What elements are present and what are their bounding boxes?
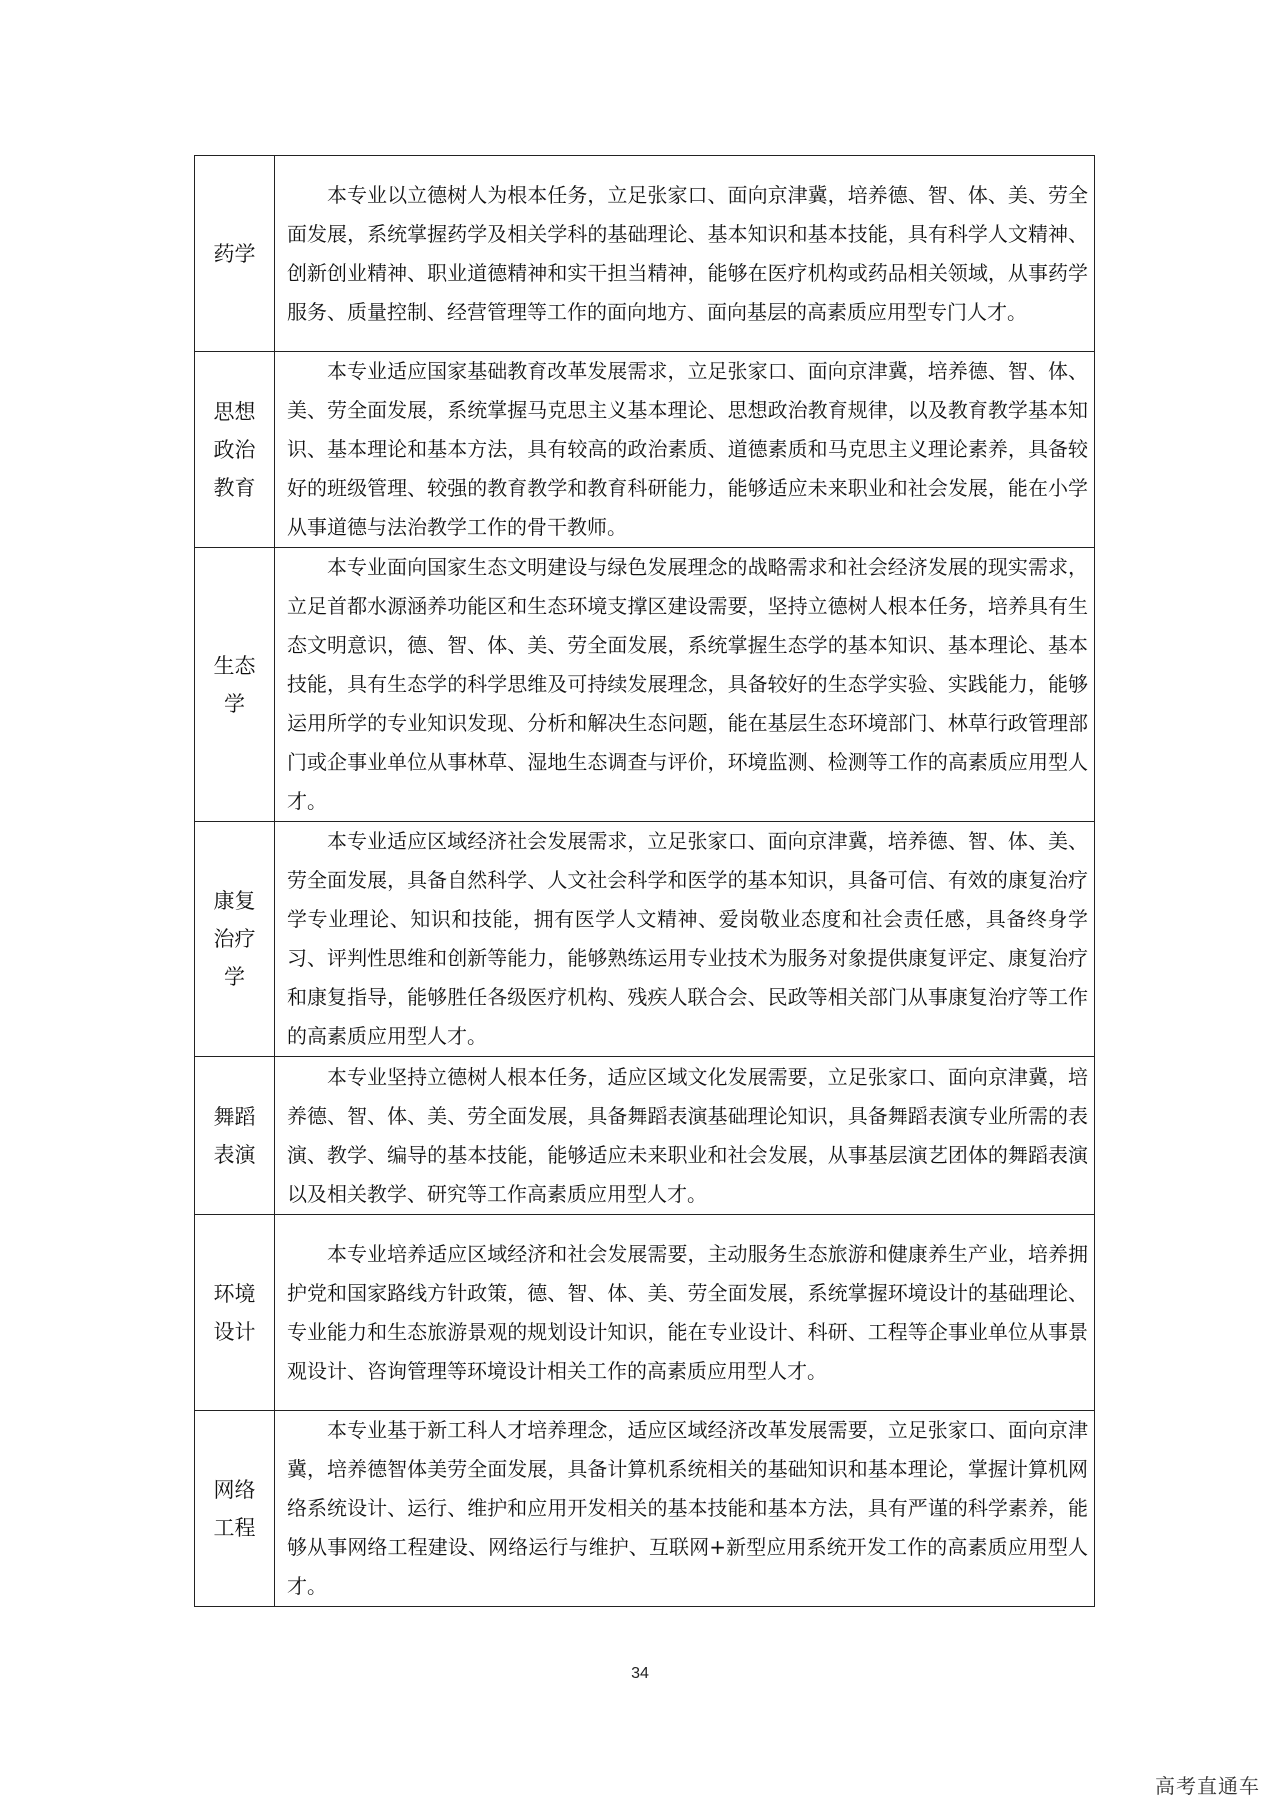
major-name: 康复治疗学 — [213, 889, 256, 989]
major-description: 本专业坚持立德树人根本任务，适应区域文化发展需要，立足张家口、面向京津冀，培养德、智、体、美、劳全面发展，具备舞蹈表演基础理论知识，具备舞蹈表演专业所需的表演、教学、编导的基本技能，能够适应未来职业和社会发展，从事基层演艺团体的舞蹈表演以及相关教学、研究等工作高素质应用型人才。 — [275, 1057, 1095, 1215]
major-name-cell — [195, 1411, 275, 1607]
table-row — [195, 352, 1095, 548]
major-name-cell — [195, 1057, 275, 1215]
major-name-cell — [195, 822, 275, 1057]
major-name-cell — [195, 548, 275, 822]
table-row — [195, 822, 1095, 1057]
major-description: 本专业适应国家基础教育改革发展需求，立足张家口、面向京津冀，培养德、智、体、美、劳全面发展，系统掌握马克思主义基本理论、思想政治教育规律，以及教育教学基本知识、基本理论和基本方法，具有较高的政治素质、道德素质和马克思主义理论素养，具备较好的班级管理、较强的教育教学和教育科研能力，能够适应未来职业和社会发展，能在小学从事道德与法治教学工作的骨干教师。 — [275, 352, 1095, 548]
major-name: 药学 — [213, 241, 256, 266]
major-description: 本专业基于新工科人才培养理念，适应区域经济改革发展需要，立足张家口、面向京津冀，培养德智体美劳全面发展，具备计算机系统相关的基础知识和基本理论，掌握计算机网络系统设计、运行、维护和应用开发相关的基本技能和基本方法，具有严谨的科学素养，能够从事网络工程建设、网络运行与维护、互联网+新型应用系统开发工作的高素质应用型人才。 — [275, 1411, 1095, 1607]
major-name: 环境设计 — [213, 1281, 256, 1344]
major-name: 网络工程 — [213, 1477, 256, 1540]
page-number: 34 — [631, 1665, 649, 1682]
major-name: 舞蹈表演 — [213, 1104, 256, 1167]
majors-table — [194, 155, 1095, 1607]
major-name-cell — [195, 156, 275, 352]
major-description: 本专业以立德树人为根本任务，立足张家口、面向京津冀，培养德、智、体、美、劳全面发展，系统掌握药学及相关学科的基础理论、基本知识和基本技能，具有科学人文精神、创新创业精神、职业道德精神和实干担当精神，能够在医疗机构或药品相关领域，从事药学服务、质量控制、经营管理等工作的面向地方、面向基层的高素质应用型专门人才。 — [275, 156, 1095, 352]
major-description: 本专业培养适应区域经济和社会发展需要，主动服务生态旅游和健康养生产业，培养拥护党和国家路线方针政策，德、智、体、美、劳全面发展，系统掌握环境设计的基础理论、专业能力和生态旅游景观的规划设计知识，能在专业设计、科研、工程等企事业单位从事景观设计、咨询管理等环境设计相关工作的高素质应用型人才。 — [275, 1215, 1095, 1411]
table-row — [195, 1411, 1095, 1607]
table-row — [195, 548, 1095, 822]
major-name-cell — [195, 1215, 275, 1411]
major-description: 本专业面向国家生态文明建设与绿色发展理念的战略需求和社会经济发展的现实需求，立足首都水源涵养功能区和生态环境支撑区建设需要，坚持立德树人根本任务，培养具有生态文明意识，德、智、体、美、劳全面发展，系统掌握生态学的基本知识、基本理论、基本技能，具有生态学的科学思维及可持续发展理念，具备较好的生态学实验、实践能力，能够运用所学的专业知识发现、分析和解决生态问题，能在基层生态环境部门、林草行政管理部门或企事业单位从事林草、湿地生态调查与评价，环境监测、检测等工作的高素质应用型人才。 — [275, 548, 1095, 822]
table-row — [195, 156, 1095, 352]
major-name: 思想政治教育 — [213, 399, 256, 500]
major-name-cell — [195, 352, 275, 548]
table-row — [195, 1215, 1095, 1411]
major-name: 生态学 — [213, 653, 256, 716]
table-row — [195, 1057, 1095, 1215]
major-description: 本专业适应区域经济社会发展需求，立足张家口、面向京津冀，培养德、智、体、美、劳全面发展，具备自然科学、人文社会科学和医学的基本知识，具备可信、有效的康复治疗学专业理论、知识和技能，拥有医学人文精神、爱岗敬业态度和社会责任感，具备终身学习、评判性思维和创新等能力，能够熟练运用专业技术为服务对象提供康复评定、康复治疗和康复指导，能够胜任各级医疗机构、残疾人联合会、民政等相关部门从事康复治疗等工作的高素质应用型人才。 — [275, 822, 1095, 1057]
watermark-text: 高考直通车 — [1155, 1774, 1260, 1798]
